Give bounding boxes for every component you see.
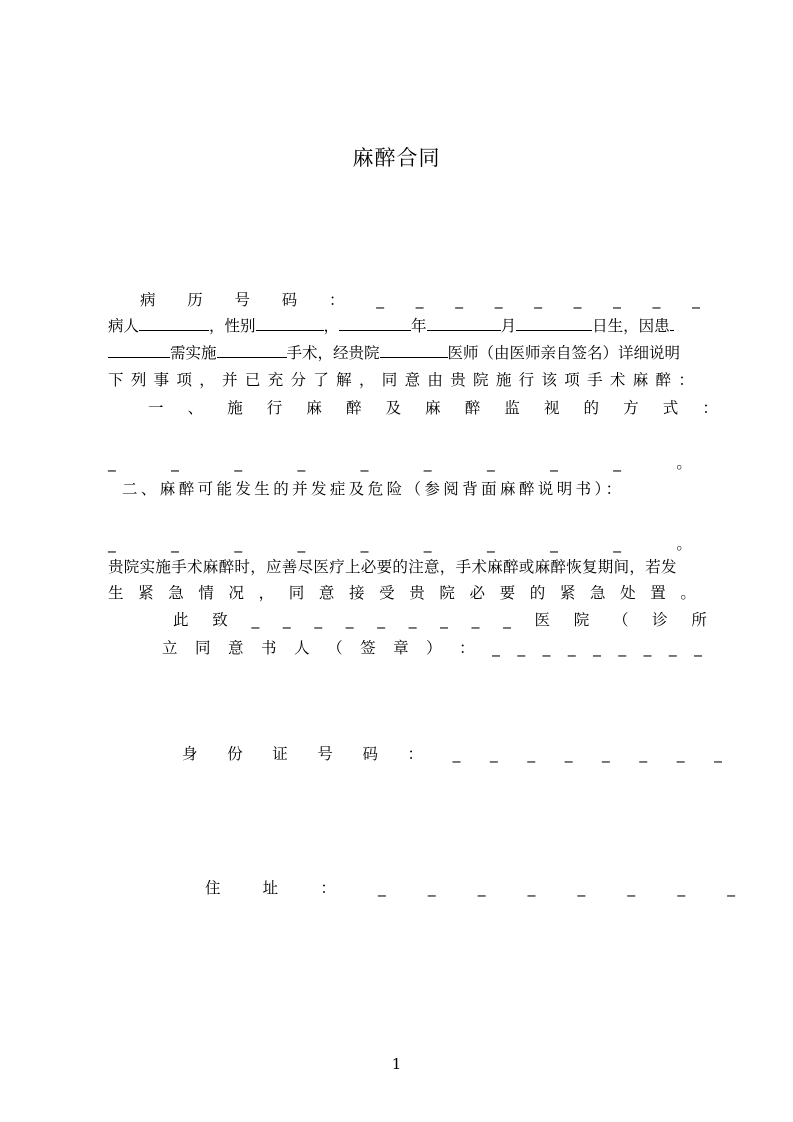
text-char: 同: [288, 584, 305, 602]
blank-dash[interactable]: _: [234, 535, 243, 553]
blank-dash[interactable]: _: [360, 535, 369, 553]
section2-heading: [122, 478, 625, 500]
text-char: 施: [227, 399, 243, 417]
text-char: 章: [393, 639, 409, 657]
id-number-line: [182, 743, 722, 765]
blank-dash[interactable]: _: [494, 291, 503, 309]
blank-dash[interactable]: _: [627, 879, 636, 897]
month-label: 月: [500, 317, 517, 335]
comma: ，: [323, 317, 340, 335]
blank-dash[interactable]: _: [503, 611, 511, 629]
text-char: 址: [262, 879, 279, 897]
text-char: 急: [168, 584, 184, 602]
period-mark: 。: [676, 454, 692, 472]
blank-dash[interactable]: _: [517, 639, 526, 657]
blank-dash[interactable]: _: [452, 745, 461, 763]
blank-dash[interactable]: _: [676, 745, 685, 763]
text-char: 同: [195, 639, 211, 657]
text-char: 签: [360, 639, 376, 657]
emergency-text: 贵院实施手术麻醉时，应善尽医疗上必要的注意，手术麻醉或麻醉恢复期间，若发: [108, 558, 677, 576]
text-char: 急: [590, 584, 606, 602]
blank-dash[interactable]: _: [297, 454, 306, 472]
blank-dash[interactable]: _: [618, 639, 627, 657]
blank-dash[interactable]: _: [423, 535, 432, 553]
blank-dash[interactable]: _: [613, 291, 621, 309]
text-char: 立: [162, 639, 178, 657]
blank-dash[interactable]: _: [282, 611, 291, 629]
text-char: 况: [228, 584, 245, 602]
text-char: 医: [534, 611, 551, 629]
text-char: 术: [609, 371, 626, 389]
blank-dash[interactable]: _: [564, 745, 573, 763]
page-number: 1: [391, 1055, 402, 1073]
text-char: 致: [212, 611, 228, 629]
patient-label: 病人: [108, 317, 140, 335]
blank-dash[interactable]: _: [727, 879, 735, 897]
blank-dash[interactable]: _: [171, 535, 179, 553]
text-char: 住: [205, 879, 221, 897]
text-char: 置: [650, 584, 666, 602]
text-char: 紧: [138, 584, 154, 602]
blank-dash[interactable]: _: [694, 639, 702, 657]
blank-dash[interactable]: _: [593, 639, 601, 657]
text-char: ，: [199, 371, 215, 389]
blank-dash[interactable]: _: [108, 454, 116, 472]
text-char: 意: [318, 584, 335, 602]
text-char: 贵: [450, 371, 466, 389]
blank-dash[interactable]: _: [415, 291, 424, 309]
text-char: 该: [541, 371, 557, 389]
blank-dash[interactable]: _: [668, 639, 677, 657]
section1-answer-line[interactable]: [108, 452, 692, 474]
birth-year-field[interactable]: [339, 315, 411, 331]
blank-dash[interactable]: _: [314, 611, 323, 629]
text-char: ：: [407, 745, 424, 763]
surgery-label: 需实施: [170, 344, 217, 362]
blank-dash[interactable]: _: [550, 454, 558, 472]
signer-line: [162, 637, 702, 659]
blank-dash[interactable]: _: [573, 291, 582, 309]
text-char: 院: [573, 611, 590, 629]
text-char: 行: [518, 371, 535, 389]
blank-dash[interactable]: _: [714, 745, 722, 763]
blank-dash[interactable]: _: [486, 535, 495, 553]
document-title: 麻醉合同: [352, 146, 441, 170]
text-char: 已: [244, 371, 261, 389]
text-char: 书: [261, 639, 277, 657]
text-char: 证: [272, 745, 288, 763]
blank-dash[interactable]: _: [567, 639, 576, 657]
blank-dash[interactable]: _: [471, 611, 480, 629]
text-char: 接: [349, 584, 365, 602]
text-char: 列: [130, 371, 147, 389]
record-label-char: 历: [187, 291, 203, 309]
blank-dash[interactable]: _: [377, 879, 386, 897]
doctor-field[interactable]: [380, 342, 448, 358]
text-char: 充: [267, 371, 284, 389]
blank-dash[interactable]: _: [440, 611, 448, 629]
period-mark: 。: [676, 535, 692, 553]
text-char: 受: [379, 584, 395, 602]
blank-dash[interactable]: _: [677, 879, 686, 897]
day-label: 日生，因患: [592, 317, 670, 335]
patient-name-field[interactable]: [139, 315, 209, 331]
text-char: 方: [623, 399, 639, 417]
text-char: ：: [702, 399, 718, 417]
surgery-name-field[interactable]: [217, 342, 287, 358]
to-hospital-line: [173, 609, 707, 631]
blank-dash[interactable]: _: [486, 454, 495, 472]
emergency-line-2: [108, 582, 696, 604]
text-char: 处: [620, 584, 636, 602]
patient-info-line: [108, 315, 674, 337]
record-label-char: ：: [329, 291, 345, 309]
blank-dash[interactable]: _: [527, 745, 536, 763]
text-char: ，: [358, 371, 375, 389]
text-char: 由: [427, 371, 443, 389]
text-char: 必: [469, 584, 486, 602]
consent-line: [108, 369, 694, 391]
text-char: 解: [336, 371, 352, 389]
emergency-line-1: [108, 556, 677, 578]
blank-dash[interactable]: _: [297, 535, 306, 553]
hospital-label: 手术，经贵院: [286, 344, 380, 362]
text-char: 式: [662, 399, 679, 417]
text-char: 院: [439, 584, 455, 602]
blank-dash[interactable]: _: [477, 879, 486, 897]
birth-month-field[interactable]: [427, 315, 501, 331]
text-char: ）: [426, 639, 442, 657]
text-char: 码: [362, 745, 378, 763]
text-char: 醉: [464, 399, 481, 417]
blank-dash[interactable]: _: [455, 291, 463, 309]
blank-dash[interactable]: _: [550, 535, 558, 553]
text-char: 醉: [655, 371, 672, 389]
text-char: 监: [504, 399, 520, 417]
record-number-line: [140, 289, 700, 311]
address-line: [205, 877, 735, 899]
diagnosis-field[interactable]: [670, 315, 674, 331]
text-char: 施: [495, 371, 512, 389]
text-char: ：: [459, 639, 475, 657]
blank-dash[interactable]: _: [345, 611, 354, 629]
text-char: 此: [173, 611, 189, 629]
text-char: 了: [313, 371, 329, 389]
text-char: 诊: [652, 611, 668, 629]
text-char: ：: [320, 879, 336, 897]
text-char: 意: [404, 371, 421, 389]
year-label: 年: [411, 317, 427, 335]
section1-heading: [148, 397, 718, 419]
text-char: 生: [108, 584, 124, 602]
blank-dash[interactable]: _: [534, 291, 542, 309]
blank-dash[interactable]: _: [408, 611, 417, 629]
text-char: 意: [228, 639, 244, 657]
blank-dash[interactable]: _: [376, 291, 384, 309]
blank-dash[interactable]: _: [613, 535, 621, 553]
text-char: 麻: [306, 399, 322, 417]
blank-dash[interactable]: _: [602, 745, 610, 763]
text-char: 身: [182, 745, 198, 763]
birth-day-field[interactable]: [516, 315, 592, 331]
text-char: （: [612, 611, 629, 629]
text-char: 行: [266, 399, 283, 417]
blank-dash[interactable]: _: [251, 611, 260, 629]
blank-dash[interactable]: _: [377, 611, 385, 629]
surgery-line: [108, 342, 680, 364]
section2-answer-line[interactable]: [108, 533, 692, 555]
blank-dash[interactable]: _: [643, 639, 652, 657]
text-char: 项: [176, 371, 192, 389]
section2-text: 二、麻醉可能发生的并发症及危险（参阅背面麻醉说明书）：: [122, 480, 625, 498]
blank-dash[interactable]: _: [423, 454, 432, 472]
text-char: 及: [385, 399, 402, 417]
text-char: 下: [108, 371, 124, 389]
text-char: 紧: [559, 584, 576, 602]
blank-dash[interactable]: _: [234, 454, 243, 472]
blank-dash[interactable]: _: [490, 745, 498, 763]
text-char: ，: [258, 584, 275, 602]
text-char: 号: [317, 745, 333, 763]
text-char: 项: [564, 371, 580, 389]
text-char: ：: [678, 371, 694, 389]
text-char: 。: [680, 584, 696, 602]
text-char: 并: [222, 371, 238, 389]
text-char: 视: [543, 399, 560, 417]
blank-dash[interactable]: _: [577, 879, 586, 897]
text-char: 麻: [632, 371, 649, 389]
blank-dash[interactable]: _: [542, 639, 551, 657]
blank-dash[interactable]: _: [492, 639, 500, 657]
text-char: 事: [153, 371, 170, 389]
text-char: 同: [381, 371, 398, 389]
text-char: 的: [583, 399, 600, 417]
record-label-char: 号: [234, 291, 251, 309]
text-char: 、: [187, 399, 204, 417]
text-char: 分: [290, 371, 307, 389]
record-label-char: 码: [281, 291, 298, 309]
text-char: 人: [294, 639, 310, 657]
gender-label: ，性别: [209, 317, 256, 335]
blank-dash[interactable]: _: [692, 291, 700, 309]
blank-dash[interactable]: _: [639, 745, 648, 763]
blank-dash[interactable]: _: [427, 879, 436, 897]
gender-field[interactable]: [256, 315, 324, 331]
text-char: 份: [227, 745, 243, 763]
text-char: 一: [148, 399, 164, 417]
text-char: 院: [473, 371, 489, 389]
blank-dash[interactable]: _: [360, 454, 369, 472]
text-char: 所: [691, 611, 707, 629]
text-char: 麻: [425, 399, 441, 417]
blank-dash[interactable]: _: [527, 879, 536, 897]
doctor-note: 医师（由医师亲自签名）详细说明: [447, 344, 681, 362]
blank-dash[interactable]: _: [613, 454, 621, 472]
record-label-char: 病: [140, 291, 156, 309]
text-char: 贵: [409, 584, 425, 602]
text-char: 要: [499, 584, 516, 602]
text-char: 醉: [345, 399, 362, 417]
text-char: （: [327, 639, 343, 657]
blank-dash[interactable]: _: [108, 535, 116, 553]
text-char: 手: [587, 371, 603, 389]
text-char: 情: [198, 584, 214, 602]
text-char: 的: [529, 584, 546, 602]
blank-dash[interactable]: _: [652, 291, 661, 309]
blank-dash[interactable]: _: [171, 454, 179, 472]
diagnosis-field-cont[interactable]: [108, 342, 170, 358]
